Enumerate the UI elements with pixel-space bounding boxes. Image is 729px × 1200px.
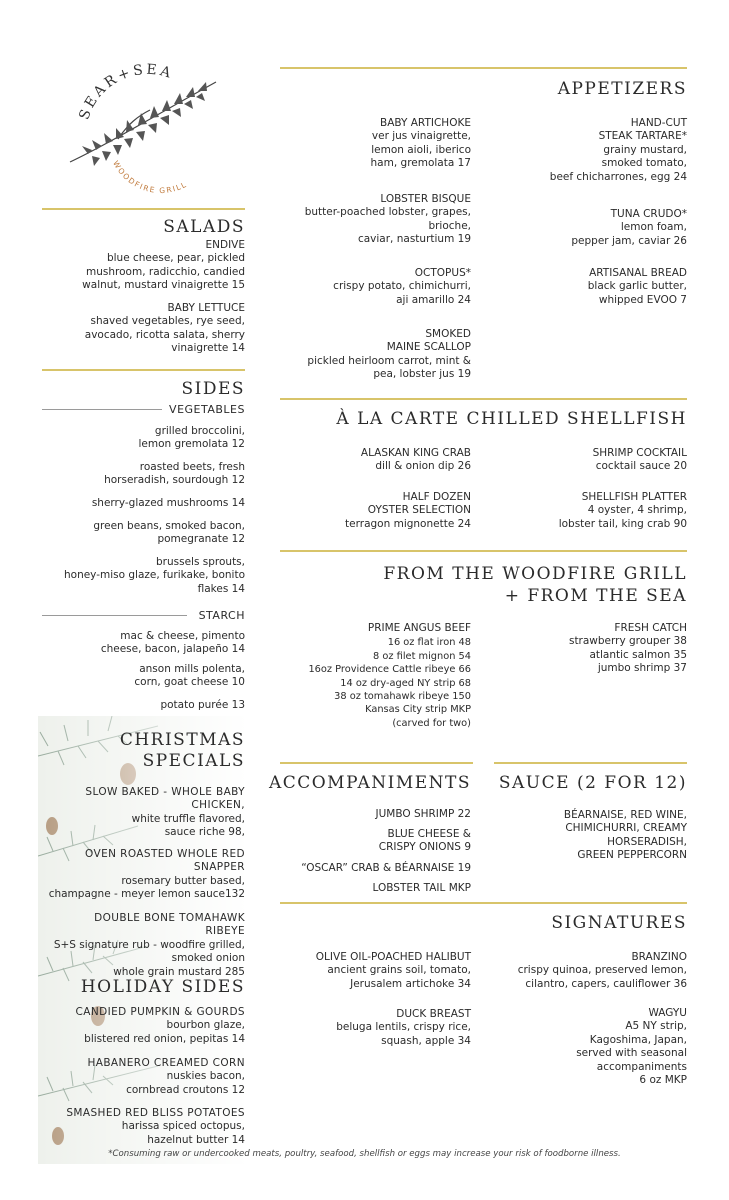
signature-item: WAGYU A5 NY strip, Kagoshima, Japan, served with seasonal accompaniments 6 oz MKP bbox=[576, 1007, 687, 1087]
sides-vegetables-label: VEGETABLES bbox=[169, 403, 245, 416]
side-item: mac & cheese, pimento cheese, bacon, jalapeño 14 bbox=[100, 630, 245, 656]
appetizer-item: BABY ARTICHOKE ver jus vinaigrette, lemon aioli, iberico ham, gremolata 17 bbox=[370, 117, 471, 170]
grill-beef: PRIME ANGUS BEEF 16 oz flat iron 48 8 oz filet mignon 54 16oz Providence Cattle ribeye 66 14 oz dry-aged NY strip 68 38 oz tomahawk ribeye 150 Kansas City strip MKP (carved for two) bbox=[308, 622, 471, 729]
accompaniment-item: BLUE CHEESE & CRISPY ONIONS 9 bbox=[378, 828, 471, 854]
appetizer-item: LOBSTER BISQUE butter-poached lobster, grapes, brioche, caviar, nasturtium 19 bbox=[304, 193, 471, 246]
accompaniment-item: LOBSTER TAIL MKP bbox=[372, 882, 471, 894]
salad-name: ENDIVE bbox=[205, 239, 245, 251]
shellfish-title: À LA CARTE CHILLED SHELLFISH bbox=[336, 409, 687, 429]
sauce-title: SAUCE (2 FOR 12) bbox=[498, 773, 687, 793]
appetizers-title: APPETIZERS bbox=[557, 79, 687, 99]
christmas-title: CHRISTMAS SPECIALS bbox=[119, 730, 245, 771]
shellfish-item: SHELLFISH PLATTER 4 oyster, 4 shrimp, lobster tail, king crab 90 bbox=[558, 491, 687, 530]
signature-item: OLIVE OIL-POACHED HALIBUT ancient grains soil, tomato, Jerusalem artichoke 34 bbox=[315, 951, 471, 990]
salad-item-endive: ENDIVE blue cheese, pear, pickled mushroom, radicchio, candied walnut, mustard vinaigrette 15 bbox=[82, 239, 245, 292]
signatures-title: SIGNATURES bbox=[551, 913, 687, 933]
shellfish-item: ALASKAN KING CRAB dill & onion dip 26 bbox=[360, 447, 471, 473]
logo-bottom-text: WOODFIRE GRILL bbox=[111, 159, 189, 196]
holiday-side-item: SMASHED RED BLISS POTATOES harissa spiced octopus, hazelnut butter 14 bbox=[66, 1107, 245, 1146]
christmas-item: OVEN ROASTED WHOLE RED SNAPPER rosemary butter based, champagne - meyer lemon sauce132 bbox=[48, 848, 245, 901]
sides-title: SIDES bbox=[181, 379, 245, 399]
holiday-sides-title: HOLIDAY SIDES bbox=[80, 977, 245, 997]
appetizer-item: OCTOPUS* crispy potato, chimichurri, aji amarillo 24 bbox=[333, 267, 471, 306]
grill-title: FROM THE WOODFIRE GRILL + FROM THE SEA bbox=[383, 564, 687, 606]
rosemary-sprig-icon bbox=[58, 44, 238, 209]
appetizer-item: SMOKED MAINE SCALLOP pickled heirloom carrot, mint & pea, lobster jus 19 bbox=[307, 328, 471, 381]
shellfish-item: SHRIMP COCKTAIL cocktail sauce 20 bbox=[592, 447, 687, 473]
appetizer-item: TUNA CRUDO* lemon foam, pepper jam, caviar 26 bbox=[571, 208, 687, 247]
salads-title: SALADS bbox=[163, 217, 245, 237]
side-item: grilled broccolini, lemon gremolata 12 bbox=[138, 425, 245, 451]
salad-item-baby-lettuce: BABY LETTUCE shaved vegetables, rye seed, avocado, ricotta salata, sherry vinaigrette 14 bbox=[84, 302, 245, 355]
holiday-side-item: HABANERO CREAMED CORN nuskies bacon, cornbread croutons 12 bbox=[87, 1057, 245, 1096]
accompaniment-item: “OSCAR” CRAB & BÉARNAISE 19 bbox=[301, 862, 471, 874]
sides-starch-label: STARCH bbox=[198, 609, 245, 622]
svg-text:WOODFIRE GRILL bbox=[111, 159, 189, 195]
side-item: brussels sprouts, honey-miso glaze, furikake, bonito flakes 14 bbox=[63, 556, 245, 595]
foodborne-disclaimer: *Consuming raw or undercooked meats, poultry, seafood, shellfish or eggs may increase your risk of foodborne illness. bbox=[108, 1149, 621, 1159]
sauce-list: BÉARNAISE, RED WINE, CHIMICHURRI, CREAMY HORSERADISH, GREEN PEPPERCORN bbox=[563, 809, 687, 862]
logo bbox=[58, 44, 238, 209]
side-item: green beans, smoked bacon, pomegranate 12 bbox=[93, 520, 245, 546]
grill-catch: FRESH CATCH strawberry grouper 38 atlantic salmon 35 jumbo shrimp 37 bbox=[568, 622, 687, 675]
signature-item: BRANZINO crispy quinoa, preserved lemon, cilantro, capers, cauliflower 36 bbox=[517, 951, 687, 990]
accompaniments-title: ACCOMPANIMENTS bbox=[268, 773, 471, 793]
shellfish-item: HALF DOZEN OYSTER SELECTION terragon mignonette 24 bbox=[345, 491, 471, 530]
appetizer-item: HAND-CUT STEAK TARTARE* grainy mustard, smoked tomato, beef chicharrones, egg 24 bbox=[549, 117, 687, 183]
signature-item: DUCK BREAST beluga lentils, crispy rice, squash, apple 34 bbox=[336, 1008, 471, 1047]
salad-name: BABY LETTUCE bbox=[167, 302, 245, 314]
christmas-item: SLOW BAKED - WHOLE BABY CHICKEN, white truffle flavored, sauce riche 98, bbox=[85, 786, 245, 839]
side-item: sherry-glazed mushrooms 14 bbox=[91, 497, 245, 509]
side-item: anson mills polenta, corn, goat cheese 10 bbox=[134, 663, 245, 689]
accompaniment-item: JUMBO SHRIMP 22 bbox=[375, 808, 471, 820]
holiday-side-item: CANDIED PUMPKIN & GOURDS bourbon glaze, blistered red onion, pepitas 14 bbox=[75, 1006, 245, 1045]
appetizer-item: ARTISANAL BREAD black garlic butter, whipped EVOO 7 bbox=[587, 267, 687, 306]
side-item: roasted beets, fresh horseradish, sourdough 12 bbox=[104, 461, 245, 487]
logo-top-text: SEAR+SEA bbox=[76, 61, 176, 122]
side-item: potato purée 13 bbox=[160, 699, 245, 711]
christmas-item: DOUBLE BONE TOMAHAWK RIBEYE S+S signature rub - woodfire grilled, smoked onion whole grain mustard 285 bbox=[53, 912, 245, 978]
